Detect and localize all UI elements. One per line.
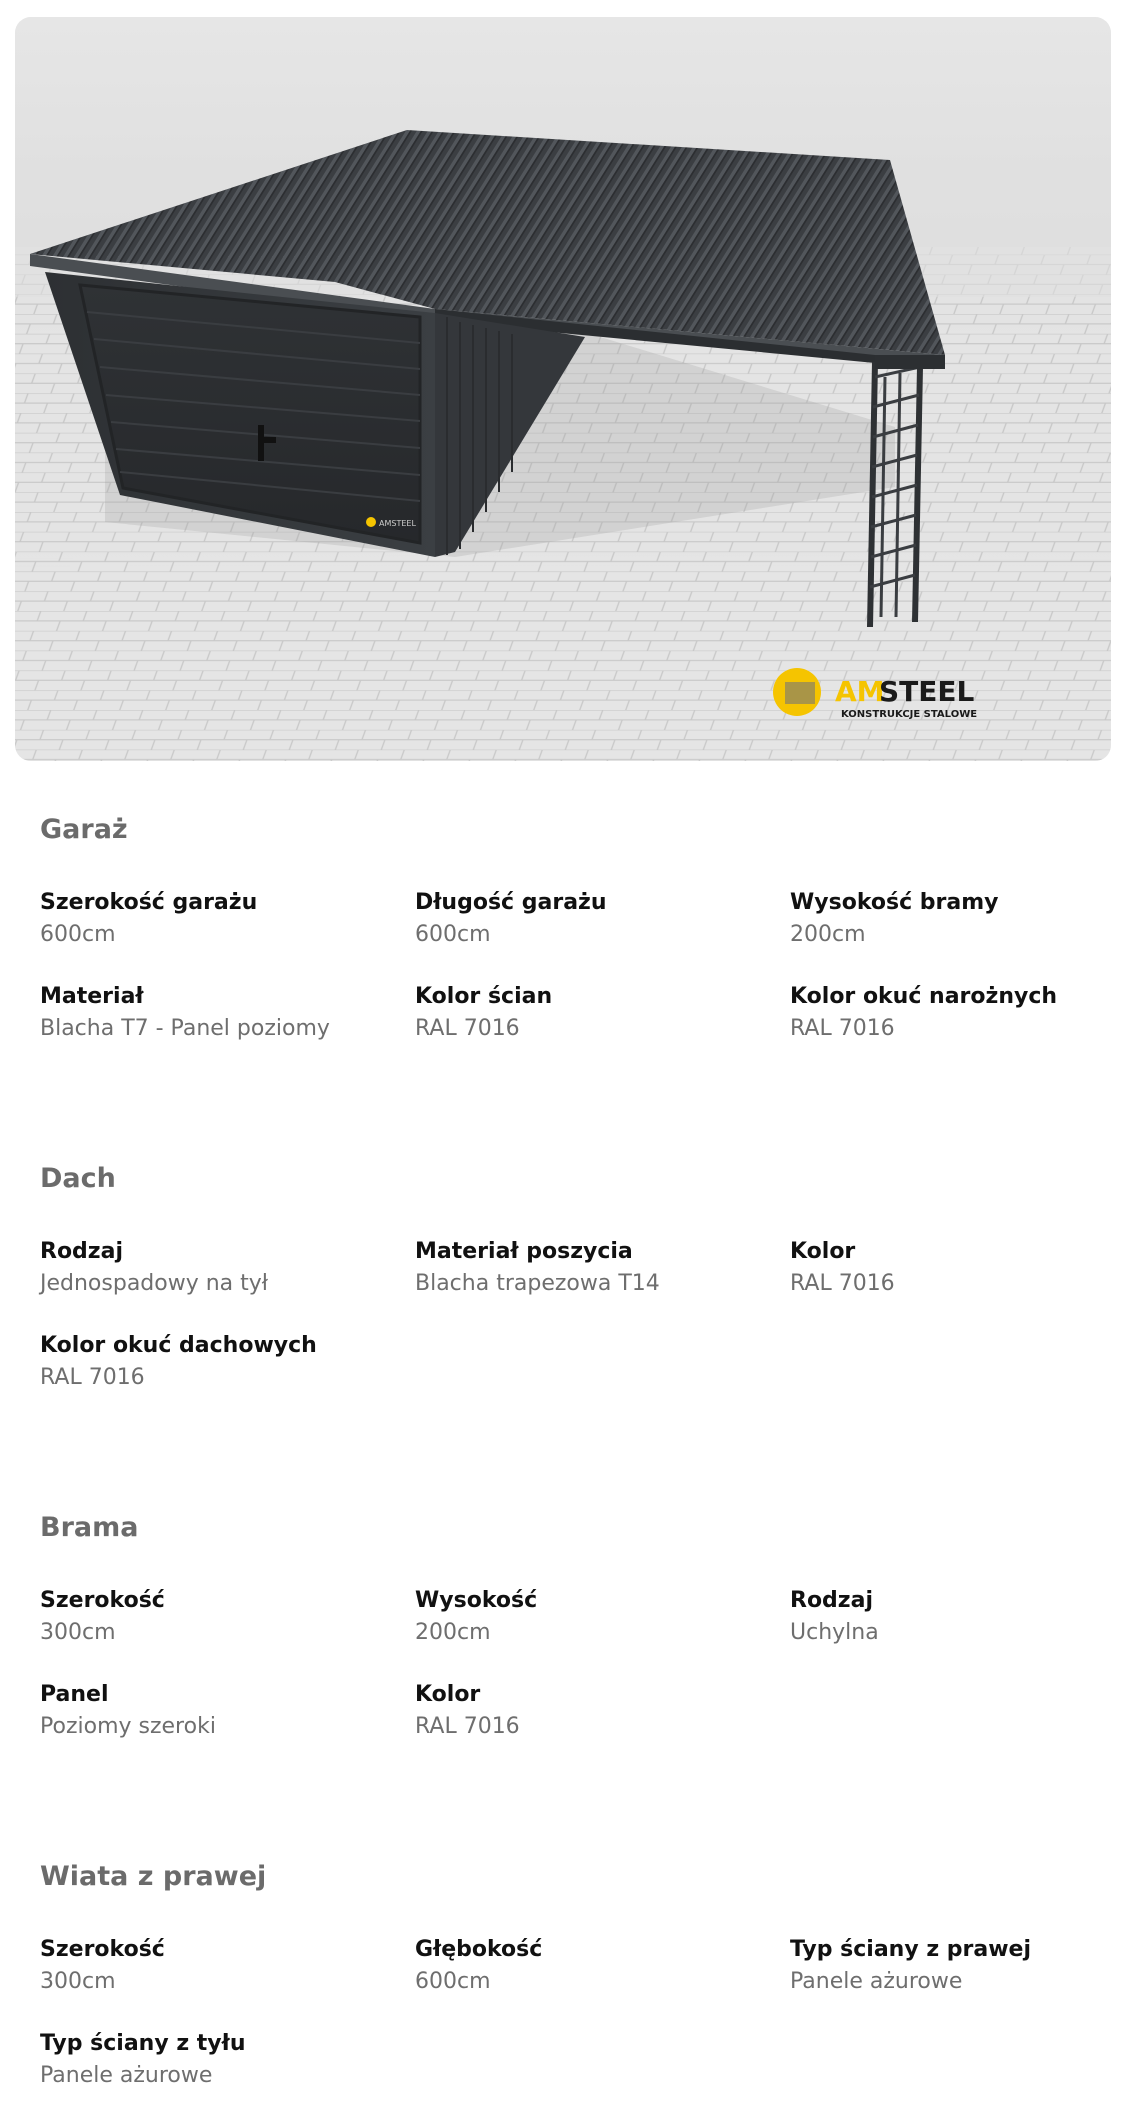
spec-value: Panele ażurowe	[40, 2063, 213, 2088]
spec-value: 200cm	[790, 922, 866, 947]
spec-label: Rodzaj	[790, 1588, 873, 1613]
spec-item	[40, 1935, 415, 2029]
section-title: Dach	[40, 1163, 116, 1194]
spec-label: Materiał	[40, 984, 144, 1009]
spec-item	[790, 888, 1110, 982]
spec-item	[40, 888, 415, 982]
spec-label: Kolor ścian	[415, 984, 553, 1009]
configuration-summary	[40, 812, 1110, 2123]
spec-item	[40, 1331, 415, 1425]
spec-value: 600cm	[415, 922, 491, 947]
spec-label: Rodzaj	[40, 1239, 123, 1264]
spec-value: 200cm	[415, 1620, 491, 1645]
spec-label: Szerokość	[40, 1588, 165, 1613]
spec-item	[415, 1935, 790, 2029]
spec-label: Panel	[40, 1682, 109, 1707]
spec-item	[415, 888, 790, 982]
spec-value: 600cm	[415, 1969, 491, 1994]
spec-item	[415, 1237, 790, 1331]
spec-value: RAL 7016	[415, 1016, 520, 1041]
spec-item	[415, 1680, 790, 1774]
spec-item	[415, 982, 790, 1076]
logo-steel: STEEL	[879, 675, 975, 708]
spec-item	[40, 1586, 415, 1680]
spec-label: Szerokość	[40, 1937, 165, 1962]
spec-item	[790, 1237, 1110, 1331]
spec-value: 300cm	[40, 1620, 116, 1645]
spec-value: RAL 7016	[790, 1271, 895, 1296]
spec-item	[415, 1586, 790, 1680]
spec-value: RAL 7016	[415, 1714, 520, 1739]
spec-label: Kolor	[415, 1682, 481, 1707]
section-wiata	[40, 1859, 1110, 2123]
spec-label: Wysokość	[415, 1588, 538, 1613]
section-brama	[40, 1510, 1110, 1774]
spec-label: Szerokość garażu	[40, 890, 258, 915]
spec-value: Poziomy szeroki	[40, 1714, 216, 1739]
spec-item	[790, 982, 1110, 1076]
section-title: Garaż	[40, 814, 128, 845]
section-garaz	[40, 812, 1110, 1076]
spec-label: Głębokość	[415, 1937, 543, 1962]
spec-value: 600cm	[40, 922, 116, 947]
product-render-image	[15, 17, 1111, 761]
spec-value: RAL 7016	[790, 1016, 895, 1041]
amsteel-logo	[773, 668, 977, 720]
spec-value: RAL 7016	[40, 1365, 145, 1390]
spec-value: 300cm	[40, 1969, 116, 1994]
spec-value: Panele ażurowe	[790, 1969, 963, 1994]
spec-label: Kolor okuć dachowych	[40, 1333, 317, 1358]
logo-am: AM	[835, 675, 885, 708]
spec-label: Wysokość bramy	[790, 890, 999, 915]
spec-label: Typ ściany z prawej	[790, 1937, 1032, 1962]
spec-value: Jednospadowy na tył	[40, 1271, 269, 1296]
spec-item	[40, 1237, 415, 1331]
spec-item	[40, 1680, 415, 1774]
spec-label: Kolor	[790, 1239, 856, 1264]
section-dach	[40, 1161, 1110, 1425]
spec-value: Blacha trapezowa T14	[415, 1271, 660, 1296]
section-title: Wiata z prawej	[40, 1861, 267, 1892]
spec-value: Blacha T7 - Panel poziomy	[40, 1016, 330, 1041]
section-title: Brama	[40, 1512, 139, 1543]
spec-item	[40, 2029, 415, 2123]
spec-label: Długość garażu	[415, 890, 607, 915]
spec-label: Typ ściany z tyłu	[40, 2031, 246, 2056]
spec-item	[790, 1935, 1110, 2029]
spec-label: Kolor okuć narożnych	[790, 984, 1058, 1009]
spec-item	[40, 982, 415, 1076]
logo-tagline: KONSTRUKCJE STALOWE	[841, 709, 978, 720]
spec-value: Uchylna	[790, 1620, 879, 1645]
spec-label: Materiał poszycia	[415, 1239, 633, 1264]
door-badge: AMSTEEL	[379, 519, 416, 528]
spec-item	[790, 1586, 1110, 1680]
